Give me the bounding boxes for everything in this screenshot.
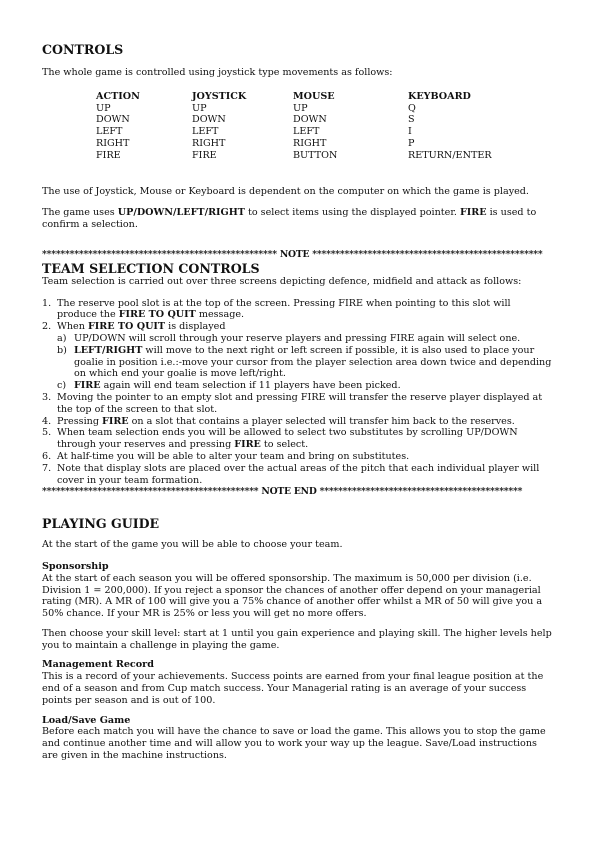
cell-action: RIGHT — [96, 137, 130, 149]
playing-guide-heading: PLAYING GUIDE — [42, 516, 160, 532]
list-item — [57, 333, 552, 345]
header-joystick: JOYSTICK — [192, 90, 247, 102]
text-run: will move to the next right or left screen if possible, it is also used to place your goalie in position i.e.:-move your cursor from the player selection area down twice and depending on which end your goalie is move left/right. — [74, 344, 552, 380]
team-selection-intro: Team selection is carried out over three screens depicting defence, midfield and attack as follows: — [42, 275, 522, 287]
step-number: 7. — [42, 462, 52, 474]
text-run-bold: FIRE — [459, 207, 487, 219]
cell-joystick: RIGHT — [192, 137, 226, 149]
text-run-bold: FIRE — [234, 439, 261, 451]
text-run-bold: FIRE — [74, 380, 101, 392]
list-item — [42, 321, 552, 392]
step-number: 1. — [42, 297, 52, 309]
cell-mouse: LEFT — [293, 126, 320, 138]
list-item — [42, 451, 552, 463]
controls-selection-note — [42, 207, 552, 231]
cell-mouse: RIGHT — [293, 137, 327, 149]
cell-joystick: UP — [192, 102, 207, 114]
controls-intro: The whole game is controlled using joystick type movements as follows: — [42, 67, 393, 78]
cell-keyboard: P — [408, 137, 415, 149]
cell-keyboard: RETURN/ENTER — [408, 149, 492, 161]
sponsorship-heading: Sponsorship — [42, 560, 109, 572]
header-mouse: MOUSE — [293, 90, 335, 102]
cell-action: FIRE — [96, 149, 121, 161]
table-row — [96, 126, 528, 138]
load-save-text: Before each match you will have the chance to save or load the game. This allows you to stop the game and continue another time and will allow you to work your way up the league. Save/Load instructions are given in the machine instructions. — [42, 726, 546, 762]
cell-keyboard: Q — [408, 102, 416, 114]
text-run: Note that display slots are placed over the actual areas of the pitch that each individual player will cover in your team formation. — [57, 462, 540, 486]
team-selection-steps — [42, 298, 552, 487]
cell-joystick: DOWN — [192, 114, 226, 126]
controls-heading: CONTROLS — [42, 42, 124, 57]
list-item — [42, 298, 552, 322]
text-run: again will end team selection if 11 players have been picked. — [100, 380, 401, 392]
team-selection-heading: TEAM SELECTION CONTROLS — [42, 260, 260, 276]
cell-action: LEFT — [96, 126, 123, 138]
step-number: 6. — [42, 450, 52, 462]
text-run: The reserve pool slot is at the top of the screen. Pressing FIRE when pointing to this slot will produce the — [57, 297, 511, 321]
controls-table-header — [96, 91, 528, 103]
cell-joystick: LEFT — [192, 126, 219, 138]
text-run-bold: FIRE — [102, 415, 129, 427]
controls-table — [96, 91, 528, 162]
text-run: Pressing — [57, 415, 103, 427]
text-run-bold: UP/DOWN/LEFT/RIGHT — [117, 207, 245, 219]
note-end-divider: *********************************************** NOTE END ******************************************** — [42, 486, 523, 498]
text-run: At half-time you will be able to alter your team and bring on substitutes. — [57, 450, 410, 462]
cell-keyboard: S — [408, 114, 415, 126]
text-run: UP/DOWN will scroll through your reserve players and pressing FIRE again will select one. — [74, 332, 521, 344]
header-action: ACTION — [96, 90, 140, 102]
list-item — [42, 392, 552, 416]
text-run: is displayed — [165, 321, 226, 333]
text-run: When team selection ends you will be allowed to select two substitutes by scrolling UP/DOWN through your reserves and pressing — [57, 427, 518, 451]
list-item — [57, 380, 552, 392]
text-run: on a slot that contains a player selected will transfer him back to the reserves. — [128, 415, 515, 427]
skill-level-text: Then choose your skill level: start at 1 until you gain experience and playing skill. The higher levels help you to maintain a challenge in playing the game. — [42, 627, 552, 651]
list-item — [42, 427, 552, 451]
table-row — [96, 138, 528, 150]
text-run-bold: FIRE TO QUIT — [118, 309, 196, 321]
sub-steps — [57, 333, 552, 392]
step-number: 3. — [42, 391, 52, 403]
text-run-bold: LEFT/RIGHT — [74, 344, 143, 356]
controls-device-note: The use of Joystick, Mouse or Keyboard is dependent on the computer on which the game is played. — [42, 185, 529, 197]
text-run: The game uses — [42, 207, 118, 219]
step-number: 5. — [42, 427, 52, 439]
cell-mouse: BUTTON — [293, 149, 338, 161]
header-keyboard: KEYBOARD — [408, 90, 471, 102]
table-row — [96, 103, 528, 115]
cell-keyboard: I — [408, 126, 412, 138]
cell-action: DOWN — [96, 114, 130, 126]
cell-action: UP — [96, 102, 111, 114]
text-run: to select. — [260, 439, 309, 451]
text-run: When — [57, 321, 88, 333]
list-item — [57, 345, 552, 380]
table-row — [96, 150, 528, 162]
step-number: 2. — [42, 321, 52, 333]
sponsorship-text: At the start of each season you will be offered sponsorship. The maximum is 50,000 per division (i.e. Division 1 = 200,000). If you reject a sponsor the chances of another offer depend on your managerial rating (MR). A MR of 100 will give you a 75% chance of another offer whilst a MR of 50 will give you a 50% chance. If your MR is 25% or less you will get no more offers. — [42, 572, 543, 620]
management-record-text: This is a record of your achievements. Success points are earned from your final league position at the end of a season and from Cup match success. Your Managerial rating is an average of your success points per season and is out of 100. — [42, 671, 544, 706]
sub-step-letter: c) — [57, 380, 67, 392]
manual-page — [42, 42, 552, 762]
sub-step-letter: a) — [57, 332, 67, 344]
management-record-heading: Management Record — [42, 659, 154, 671]
cell-mouse: DOWN — [293, 114, 327, 126]
cell-mouse: UP — [293, 102, 308, 114]
note-start-divider: *************************************************** NOTE ************************************************** — [42, 248, 543, 260]
text-run: Moving the pointer to an empty slot and pressing FIRE will transfer the reserve player displayed at the top of the screen to that slot. — [57, 391, 543, 415]
text-run: message. — [195, 309, 245, 321]
step-number: 4. — [42, 415, 52, 427]
text-run: to select items using the displayed pointer. — [244, 207, 460, 219]
table-row — [96, 114, 528, 126]
load-save-heading: Load/Save Game — [42, 714, 131, 726]
playing-guide-intro: At the start of the game you will be able to choose your team. — [42, 539, 343, 551]
list-item — [42, 416, 552, 428]
list-item — [42, 463, 552, 487]
text-run-bold: FIRE TO QUIT — [87, 321, 166, 333]
text-run: is used to confirm a selection. — [42, 207, 537, 231]
sub-step-letter: b) — [57, 344, 67, 356]
cell-joystick: FIRE — [192, 149, 217, 161]
